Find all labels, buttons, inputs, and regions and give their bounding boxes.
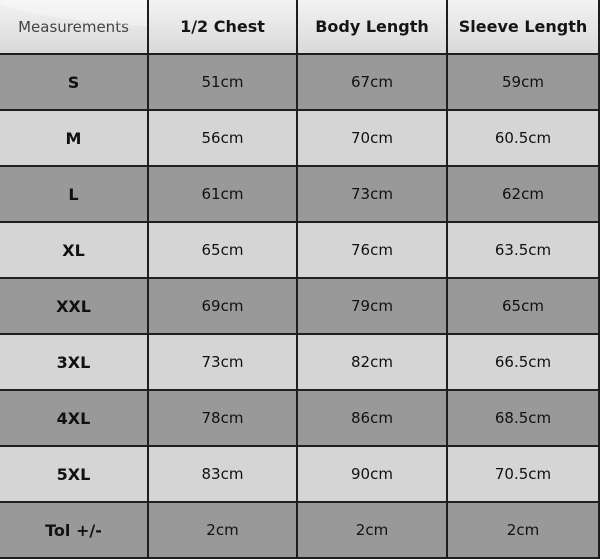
table-cell-chest: 83cm — [149, 447, 298, 503]
header-measurements — [0, 0, 149, 55]
table-row-size: 4XL — [0, 391, 149, 447]
table-row-size: 3XL — [0, 335, 149, 391]
table-cell-chest: 51cm — [149, 55, 298, 111]
table-cell-body: 73cm — [298, 167, 448, 223]
table-cell-chest: 73cm — [149, 335, 298, 391]
header-label: Sleeve Length — [458, 17, 588, 36]
header-label: Body Length — [315, 17, 429, 36]
table-cell-chest: 65cm — [149, 223, 298, 279]
table-cell-sleeve: 62cm — [448, 167, 598, 223]
table-cell-sleeve: 66.5cm — [448, 335, 598, 391]
table-cell-chest: 69cm — [149, 279, 298, 335]
table-cell-sleeve: 63.5cm — [448, 223, 598, 279]
table-cell-body: 82cm — [298, 335, 448, 391]
table-cell-chest: 78cm — [149, 391, 298, 447]
table-cell-body: 2cm — [298, 503, 448, 559]
table-row-size: XXL — [0, 279, 149, 335]
table-cell-sleeve: 59cm — [448, 55, 598, 111]
table-row-size: XL — [0, 223, 149, 279]
table-row-size: S — [0, 55, 149, 111]
header-label: 1/2 Chest — [180, 17, 265, 36]
table-cell-sleeve: 65cm — [448, 279, 598, 335]
table-cell-sleeve: 70.5cm — [448, 447, 598, 503]
table-cell-body: 67cm — [298, 55, 448, 111]
header-sleeve-length — [448, 0, 598, 55]
table-cell-sleeve: 60.5cm — [448, 111, 598, 167]
header-label: Measurements — [18, 17, 129, 36]
header-chest — [149, 0, 298, 55]
table-cell-chest: 56cm — [149, 111, 298, 167]
table-cell-chest: 61cm — [149, 167, 298, 223]
table-row-size: Tol +/- — [0, 503, 149, 559]
table-cell-body: 86cm — [298, 391, 448, 447]
table-cell-body: 70cm — [298, 111, 448, 167]
table-row-size: 5XL — [0, 447, 149, 503]
table-cell-body: 90cm — [298, 447, 448, 503]
header-body-length — [298, 0, 448, 55]
table-cell-body: 76cm — [298, 223, 448, 279]
table-row-size: L — [0, 167, 149, 223]
table-cell-sleeve: 2cm — [448, 503, 598, 559]
table-cell-chest: 2cm — [149, 503, 298, 559]
table-row-size: M — [0, 111, 149, 167]
table-cell-sleeve: 68.5cm — [448, 391, 598, 447]
table-cell-body: 79cm — [298, 279, 448, 335]
